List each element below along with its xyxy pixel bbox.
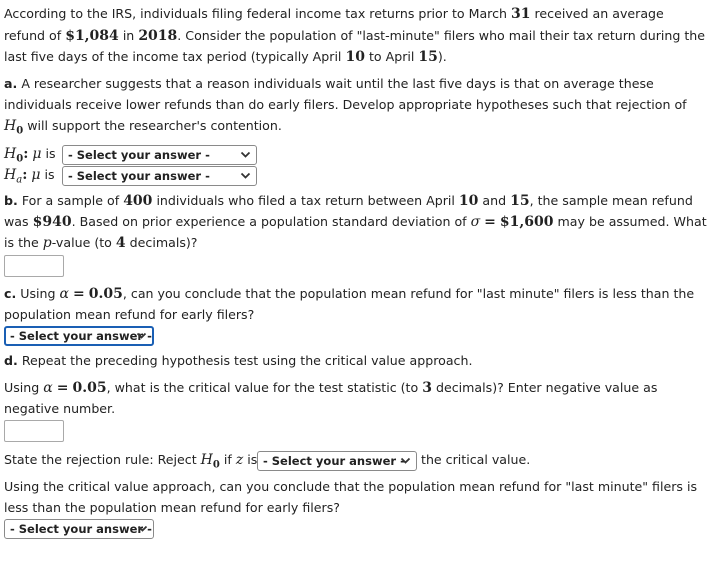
part-a-line-2 (4, 97, 687, 113)
part-c-line-2 (4, 307, 254, 323)
part-c-text: population mean refund for early filers? (4, 307, 255, 322)
h0-select[interactable] (62, 145, 257, 165)
p-value-input[interactable] (4, 255, 64, 277)
h0-subscript: 0 (16, 125, 24, 137)
rejection-rule-text: is (247, 452, 258, 467)
h0-symbol: H (200, 452, 213, 468)
p-symbol: p (42, 235, 52, 251)
part-d-text: negative number. (4, 401, 116, 416)
part-d-text: Repeat the preceding hypothesis test using the critical value approach. (21, 353, 473, 368)
day-value: 10 (458, 193, 479, 209)
sigma-symbol: σ (470, 214, 481, 230)
rejection-rule-text: the critical value. (421, 452, 531, 467)
part-d-line-2 (4, 380, 657, 396)
intro-text: to April (368, 49, 415, 64)
rejection-rule-text: State the rejection rule: Reject (4, 452, 197, 467)
equals-sign: = (56, 380, 69, 396)
ha-select-value: - Select your answer - (68, 169, 210, 183)
colon: : (22, 167, 28, 183)
h0-subscript: 0 (16, 153, 24, 165)
rejection-rule-select[interactable] (257, 451, 417, 471)
year-value: 2018 (138, 28, 178, 44)
rejection-rule-end (421, 452, 530, 468)
part-b-text: -value (to (51, 235, 112, 250)
part-d-line-3 (4, 401, 115, 417)
intro-text: ). (437, 49, 447, 64)
part-d-text: Using (4, 380, 40, 395)
average-refund-value: $1,084 (65, 28, 119, 44)
conclusion-select-c[interactable] (4, 326, 154, 346)
part-a-line-1 (4, 76, 654, 92)
chevron-down-icon (137, 523, 148, 534)
chevron-down-icon (240, 149, 251, 160)
conclusion-select-d[interactable] (4, 519, 154, 539)
ha-select[interactable] (62, 166, 257, 186)
intro-text: refund of (4, 28, 62, 43)
part-a-line-3 (4, 118, 282, 140)
chevron-down-icon (136, 330, 147, 341)
critical-value-input[interactable] (4, 420, 64, 442)
part-c-text: Using (20, 286, 56, 301)
part-a-text: will support the researcher's contention. (27, 118, 282, 133)
part-b-text: , the sample mean refund (529, 193, 693, 208)
part-a-text: individuals receive lower refunds than do early filers. Develop appropriate hypotheses such that rejection of (4, 97, 687, 112)
intro-line-3 (4, 49, 447, 65)
ha-row-label (4, 167, 55, 189)
critical-question-text: less than the population mean refund for early filers? (4, 500, 340, 515)
conclusion-select-value: - Select your answer - (10, 329, 152, 343)
part-c-line-1 (4, 286, 694, 302)
alpha-symbol: α (43, 380, 53, 396)
part-b-text: individuals who filed a tax return between April (156, 193, 455, 208)
alpha-symbol: α (59, 286, 70, 302)
part-c-text: , can you conclude that the population mean refund for "last minute" filers is less than the (122, 286, 695, 301)
intro-text: received an average (534, 6, 664, 21)
chevron-down-icon (400, 455, 411, 466)
critical-question-line-1 (4, 479, 697, 495)
part-d-text: , what is the critical value for the test statistic (to (106, 380, 419, 395)
part-b-text: may be assumed. What (557, 214, 707, 229)
part-b-text: and (482, 193, 507, 208)
ha-subscript: a (16, 174, 23, 186)
intro-text: . Consider the population of "last-minute" filers who mail their tax return during the (177, 28, 706, 43)
is-text: is (45, 146, 56, 161)
part-b-text: decimals)? (129, 235, 198, 250)
sample-size-value: 400 (123, 193, 153, 209)
is-text: is (44, 167, 55, 182)
part-b-line-1 (4, 193, 693, 209)
part-b-text: For a sample of (21, 193, 120, 208)
intro-text: last five days of the income tax period (typically April (4, 49, 342, 64)
decimal-count: 3 (422, 380, 432, 396)
intro-text: According to the IRS, individuals filing federal income tax returns prior to March (4, 6, 507, 21)
alpha-value: 0.05 (72, 380, 107, 396)
rejection-rule-line (4, 452, 257, 474)
part-d-label: d. (4, 353, 18, 368)
conclusion-select-value: - Select your answer - (10, 522, 152, 536)
rejection-rule-text: if (223, 452, 232, 467)
part-c-label: c. (4, 286, 17, 301)
h0-row-label (4, 146, 56, 168)
part-b-text: is the (4, 235, 39, 250)
part-b-line-2 (4, 214, 707, 230)
part-d-text: decimals)? Enter negative value as (436, 380, 658, 395)
day-value: 10 (345, 49, 365, 65)
equals-sign: = (73, 286, 85, 302)
h0-symbol: H (4, 146, 17, 162)
critical-question-line-2 (4, 500, 340, 516)
intro-line-2 (4, 28, 705, 44)
part-a-text: A researcher suggests that a reason individuals wait until the last five days is that on average these (21, 76, 654, 91)
part-a-label: a. (4, 76, 18, 91)
part-d-line-1 (4, 353, 472, 369)
ha-symbol: H (4, 167, 17, 183)
chevron-down-icon (240, 170, 251, 181)
std-dev-value: $1,600 (499, 214, 554, 230)
decimal-count: 4 (115, 235, 126, 251)
day-value: 15 (418, 49, 438, 65)
alpha-value: 0.05 (88, 286, 123, 302)
intro-date-number: 31 (511, 6, 531, 22)
z-symbol: z (235, 452, 244, 468)
rejection-rule-select-value: - Select your answer - (263, 454, 405, 468)
h0-symbol: H (4, 118, 17, 134)
mu-symbol: μ (32, 146, 42, 162)
sample-mean-value: $940 (32, 214, 72, 230)
equals-sign: = (484, 214, 496, 230)
intro-text: in (122, 28, 135, 43)
part-b-label: b. (4, 193, 18, 208)
part-b-line-3 (4, 235, 197, 251)
critical-question-text: Using the critical value approach, can you conclude that the population mean refund for "last minute" filers is (4, 479, 698, 494)
part-b-text: . Based on prior experience a population standard deviation of (71, 214, 467, 229)
h0-select-value: - Select your answer - (68, 148, 210, 162)
part-b-text: was (4, 214, 29, 229)
colon: : (23, 146, 29, 162)
intro-line-1 (4, 6, 664, 22)
mu-symbol: μ (31, 167, 41, 183)
h0-subscript: 0 (212, 459, 220, 471)
day-value: 15 (510, 193, 530, 209)
